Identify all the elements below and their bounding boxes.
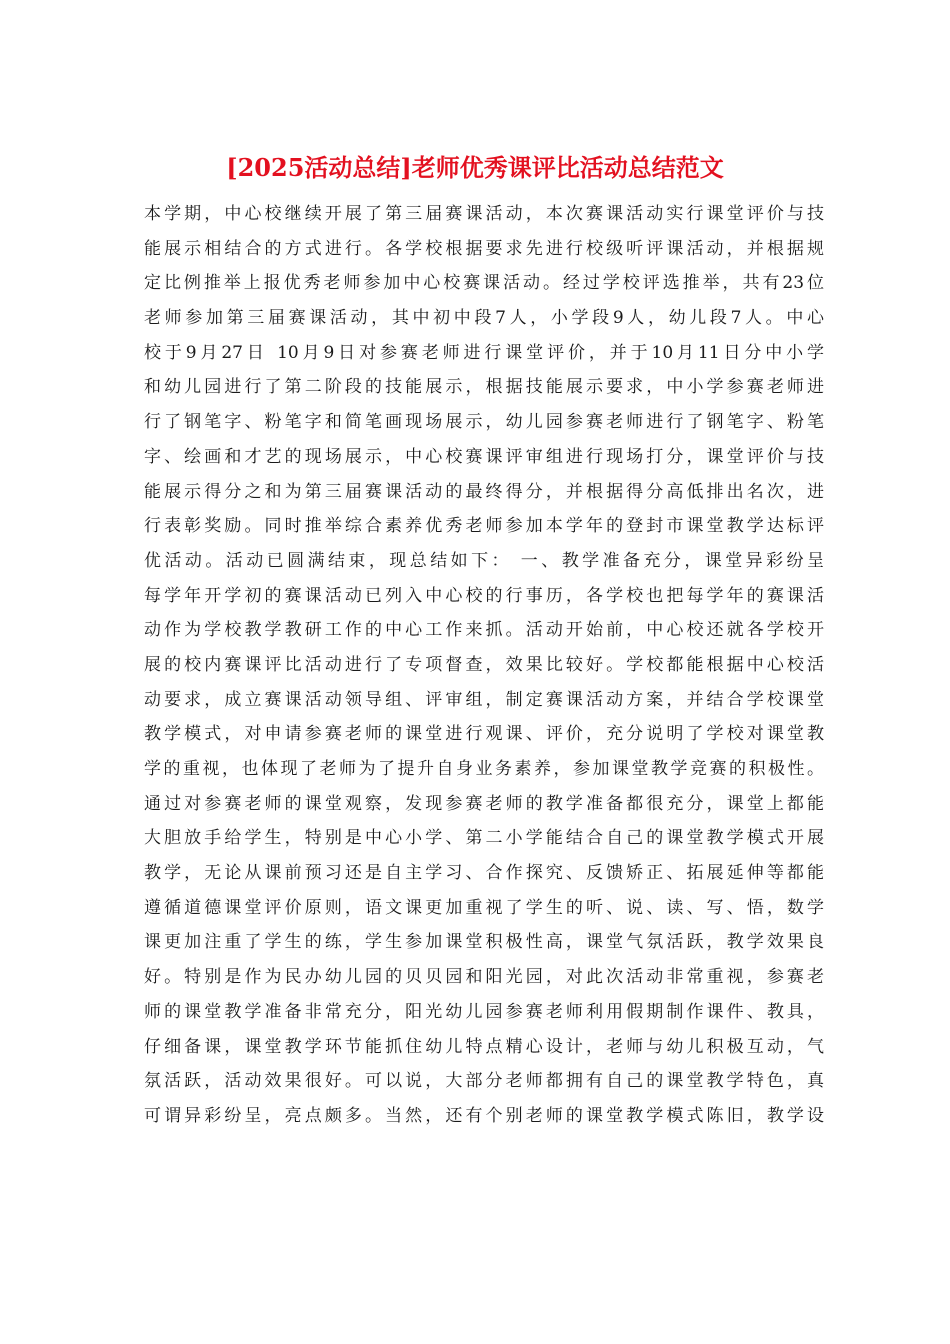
body-text-line: 优活动。活动已圆满结束，现总结如下： 一、教学准备充分，课堂异彩纷呈 [144,550,824,571]
body-text-line: 本学期，中心校继续开展了第三届赛课活动，本次赛课活动实行课堂评价与技 [144,204,824,224]
body-text-line: 师的课堂教学准备非常充分，阳光幼儿园参赛老师利用假期制作课件、教具， [144,1001,824,1022]
body-text-line: 动作为学校教学教研工作的中心工作来抓。活动开始前，中心校还就各学校开 [144,620,824,641]
body-text-line: 校于9月27日 10月9日对参赛老师进行课堂评价，并于10月11日分中小学 [144,342,824,363]
body-text-line: 能展示得分之和为第三届赛课活动的最终得分，并根据得分高低排出名次，进 [144,481,824,502]
body-text-line: 教学模式，对申请参赛老师的课堂进行观课、评价，充分说明了学校对课堂教 [144,724,824,745]
body-text-line: 遵循道德课堂评价原则，语文课更加重视了学生的听、说、读、写、悟，数学 [144,897,824,918]
body-text-line: 学的重视，也体现了老师为了提升自身业务素养，参加课堂教学竞赛的积极性。 [144,759,824,779]
body-text-line: 氛活跃，活动效果很好。可以说，大部分老师都拥有自己的课堂教学特色，真 [144,1071,824,1092]
body-text-line: 大胆放手给学生，特别是中心小学、第二小学能结合自己的课堂教学模式开展 [144,828,824,849]
body-text-line: 通过对参赛老师的课堂观察，发现参赛老师的教学准备都很充分，课堂上都能 [144,793,824,814]
document-body [144,197,824,1134]
body-text-line: 教学，无论从课前预习还是自主学习、合作探究、反馈矫正、拓展延伸等都能 [144,863,824,884]
body-text-line: 可谓异彩纷呈，亮点颇多。当然，还有个别老师的课堂教学模式陈旧，教学设 [144,1105,824,1126]
body-text-line: 能展示相结合的方式进行。各学校根据要求先进行校级听评课活动，并根据规 [144,238,824,259]
body-text-line: 课更加注重了学生的练，学生参加课堂积极性高，课堂气氛活跃，教学效果良 [144,932,824,953]
body-text-line: 每学年开学初的赛课活动已列入中心校的行事历，各学校也把每学年的赛课活 [144,585,824,606]
body-text-line: 字、绘画和才艺的现场展示，中心校赛课评审组进行现场打分，课堂评价与技 [144,446,824,467]
body-text-line: 老师参加第三届赛课活动，其中初中段7人，小学段9人，幼儿段7人。中心 [144,308,824,329]
body-text-line: 动要求，成立赛课活动领导组、评审组，制定赛课活动方案，并结合学校课堂 [144,689,824,710]
document-title: [2025活动总结]老师优秀课评比活动总结范文 [226,153,724,182]
body-text-line: 展的校内赛课评比活动进行了专项督查，效果比较好。学校都能根据中心校活 [144,654,824,675]
body-text-line: 好。特别是作为民办幼儿园的贝贝园和阳光园，对此次活动非常重视，参赛老 [144,967,824,988]
body-text-line: 仔细备课，课堂教学环节能抓住幼儿特点精心设计，老师与幼儿积极互动，气 [144,1036,824,1057]
body-text-line: 行了钢笔字、粉笔字和简笔画现场展示，幼儿园参赛老师进行了钢笔字、粉笔 [144,412,824,433]
body-text-line: 和幼儿园进行了第二阶段的技能展示，根据技能展示要求，中小学参赛老师进 [144,377,824,398]
body-text-line: 行表彰奖励。同时推举综合素养优秀老师参加本学年的登封市课堂教学达标评 [144,516,824,537]
body-text-line: 定比例推举上报优秀老师参加中心校赛课活动。经过学校评选推举，共有23位 [144,273,824,294]
